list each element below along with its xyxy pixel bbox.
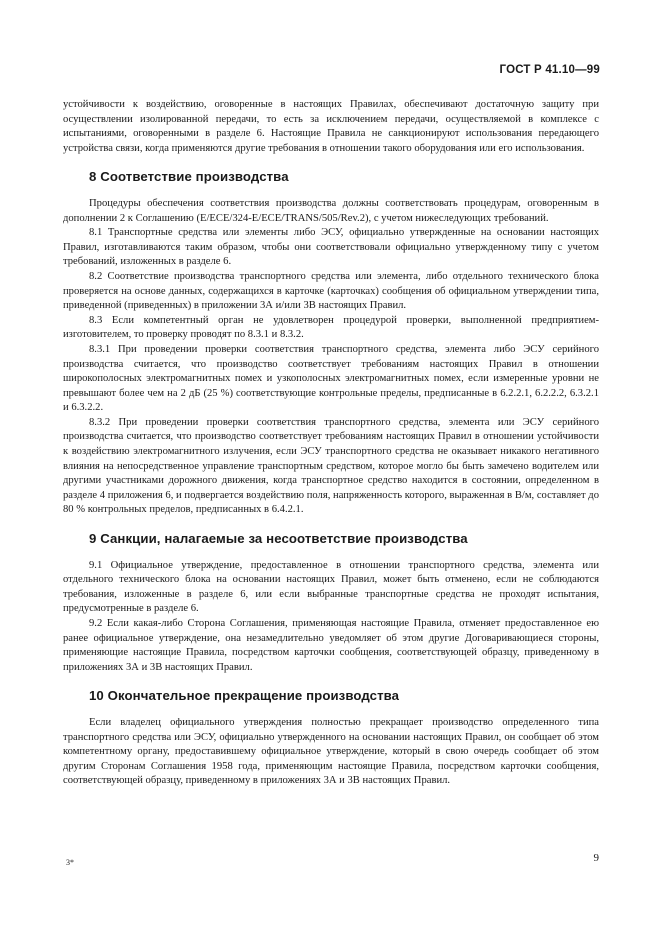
clause-8-3: 8.3 Если компетентный орган не удовлетворен процедурой проверки, выполненной предприятием-изготовителем, то проверку проводят по 8.3.1 и 8.3.2. [63, 314, 599, 341]
clause-9-1: 9.1 Официальное утверждение, предоставленное в отношении транспортного средства, элемента или отдельного технического блока на основании настоящих Правил, может быть отменено, если не соблюдаются требования, изложенные в разделе 6, или если выбранные транспортные средства не проходят испытания, предусмотренные в разделе 6. [63, 559, 599, 615]
section-8-intro-paragraph: Процедуры обеспечения соответствия производства должны соответствовать процедурам, оговоренным в дополнении 2 к Соглашению (E/ECE/324-E/ECE/TRANS/505/Rev.2), с учетом нижеследующих требований. [63, 197, 599, 224]
clause-8-3-1: 8.3.1 При проведении проверки соответствия транспортного средства, элемента либо ЭСУ серийного производства считается, что производство соответствует требованиям настоящих Правил в отношении широкополосных электромагнитных помех и узкополосных электромагнитных помех, если измеренные уровни не превышают более чем на 2 дБ (25 %) соответствующие контрольные пределы, предписанные в 6.2.2.1, 6.2.2.2, 6.3.2.1 и 6.3.2.2. [63, 343, 599, 414]
clause-8-2: 8.2 Соответствие производства транспортного средства или элемента, либо отдельного технического блока проверяется на основе данных, содержащихся в карточке (карточках) сообщения об официальном утверждении типа, приведенной (приведенных) в приложении 3А и/или 3В настоящих Правил. [63, 270, 599, 312]
standard-code: ГОСТ Р 41.10—99 [499, 64, 600, 76]
clause-8-3-2: 8.3.2 При проведении проверки соответствия транспортного средства, элемента или ЭСУ серийного производства считается, что производство соответствует требованиям настоящих Правил в отношении устойчивости к воздействию электромагнитного излучения, если ЭСУ транспортного средства не оказывает никакого негативного влияния на непосредственное управление транспортным средством, которое могло бы быть замечено водителем или другими участниками дорожного движения, когда транспортное средство находится в состоянии, определенном в разделе 4 приложения 6, и подвергается воздействию поля, напряженность которого, выраженная в В/м, составляет до 80 % контрольных пределов, предписанных в 6.4.2.1. [63, 416, 599, 516]
signature-mark: 3* [66, 858, 74, 867]
page-number: 9 [593, 852, 599, 864]
section-10-paragraph: Если владелец официального утверждения полностью прекращает производство определенного типа транспортного средства или ЭСУ, официально утвержденного на основании настоящих Правил, он сообщает об этом компетентному органу, предоставившему официальное утверждение, который в свою очередь сообщает об этом другим Сторонам Соглашения 1958 года, применяющим настоящие Правила, посредством карточки сообщения, соответствующей образцу, приведенному в приложениях 3А и 3В настоящих Правил. [63, 716, 599, 787]
document-body [63, 98, 599, 789]
section-9-heading: 9 Санкции, налагаемые за несоответствие производства [89, 531, 468, 547]
clause-8-1: 8.1 Транспортные средства или элементы либо ЭСУ, официально утвержденные на основании настоящих Правил, изготавливаются таким образом, чтобы они соответствовали официально утвержденному типу с учетом требований, изложенных в разделе 6. [63, 227, 599, 268]
intro-paragraph: устойчивости к воздействию, оговоренные в настоящих Правилах, обеспечивают достаточную защиту при осуществлении изолированной передачи, то есть за исключением передачи, осуществляемой в комплексе с испытаниями, оговоренными в разделе 6. Настоящие Правила не санкционируют использования передающего устройства связи, когда применяются другие требования в отношении такого оборудования или его использования. [63, 99, 599, 154]
clause-9-2: 9.2 Если какая-либо Сторона Соглашения, применяющая настоящие Правила, отменяет предоставленное ею ранее официальное утверждение, она незамедлительно уведомляет об этом другие Договаривающиеся стороны, применяющие настоящие Правила, посредством карточки сообщения, соответствующей образцу, приведенному в приложениях 3А и 3В настоящих Правил. [63, 618, 599, 673]
section-10-heading: 10 Окончательное прекращение производства [89, 688, 400, 704]
section-8-heading: 8 Соответствие производства [89, 169, 289, 185]
